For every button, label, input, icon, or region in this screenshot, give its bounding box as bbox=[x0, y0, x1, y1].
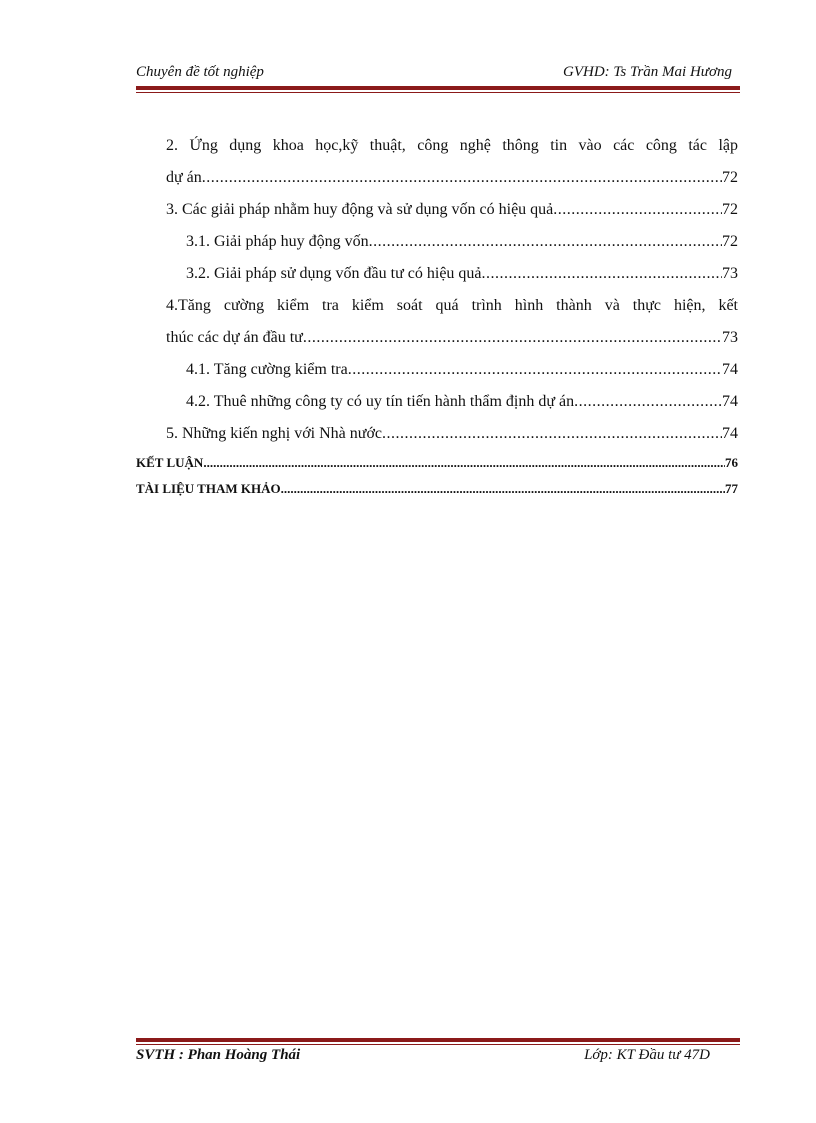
toc-page-number: 72 bbox=[722, 233, 738, 250]
toc-page-number: 76 bbox=[725, 455, 738, 470]
leader-dots bbox=[202, 162, 722, 194]
toc-entry-text: TÀI LIỆU THAM KHẢO bbox=[136, 481, 281, 496]
page-header bbox=[136, 64, 740, 86]
toc-entry-3-2[interactable] bbox=[136, 258, 738, 290]
toc-entry-text: 5. Những kiến nghị với Nhà nước bbox=[166, 425, 383, 442]
toc-entry-4[interactable] bbox=[136, 290, 738, 354]
toc-entry-text: dự án bbox=[166, 169, 202, 186]
toc-page-number: 74 bbox=[722, 361, 738, 378]
header-title: Chuyên đề tốt nghiệp bbox=[136, 64, 264, 80]
toc-entry-text: 2. Ứng dụng khoa học,kỹ thuật, công nghệ thông tin vào các công tác lập bbox=[166, 137, 738, 154]
leader-dots bbox=[382, 418, 722, 450]
header-supervisor: GVHD: Ts Trần Mai Hương bbox=[563, 64, 732, 80]
leader-dots bbox=[348, 354, 722, 386]
table-of-contents bbox=[136, 130, 738, 502]
toc-entry-3[interactable] bbox=[136, 194, 738, 226]
toc-entry-text: 4.Tăng cường kiểm tra kiểm soát quá trình hình thành và thực hiện, kết bbox=[166, 297, 738, 314]
toc-entry-references[interactable] bbox=[136, 476, 738, 502]
toc-entry-text: 3.1. Giải pháp huy động vốn bbox=[186, 233, 369, 250]
header-rule bbox=[136, 86, 740, 93]
footer-rule bbox=[136, 1038, 740, 1045]
footer-class: Lớp: KT Đầu tư 47D bbox=[584, 1047, 710, 1063]
toc-entry-text: 3. Các giải pháp nhằm huy động và sử dụng vốn có hiệu quả bbox=[166, 201, 554, 218]
toc-entry-text: 4.2. Thuê những công ty có uy tín tiến hành thẩm định dự án bbox=[186, 393, 575, 410]
toc-page-number: 74 bbox=[722, 425, 738, 442]
page-footer bbox=[136, 1047, 740, 1069]
leader-dots bbox=[203, 450, 725, 476]
toc-page-number: 77 bbox=[725, 481, 738, 496]
toc-entry-5[interactable] bbox=[136, 418, 738, 450]
toc-page-number: 72 bbox=[722, 169, 738, 186]
toc-page-number: 73 bbox=[722, 265, 738, 282]
toc-entry-text: 3.2. Giải pháp sử dụng vốn đầu tư có hiệu quả bbox=[186, 265, 482, 282]
toc-page-number: 72 bbox=[722, 201, 738, 218]
toc-entry-conclusion[interactable] bbox=[136, 450, 738, 476]
toc-entry-2[interactable] bbox=[136, 130, 738, 194]
toc-entry-4-2[interactable] bbox=[136, 386, 738, 418]
toc-page-number: 74 bbox=[722, 393, 738, 410]
toc-page-number: 73 bbox=[722, 329, 738, 346]
leader-dots bbox=[303, 322, 722, 354]
leader-dots bbox=[553, 194, 722, 226]
footer-student: SVTH : Phan Hoàng Thái bbox=[136, 1047, 301, 1063]
toc-entry-text: KẾT LUẬN bbox=[136, 455, 204, 470]
leader-dots bbox=[482, 258, 722, 290]
leader-dots bbox=[369, 226, 722, 258]
toc-entry-text: thúc các dự án đầu tư bbox=[166, 329, 303, 346]
toc-entry-text: 4.1. Tăng cường kiểm tra bbox=[186, 361, 348, 378]
leader-dots bbox=[281, 476, 725, 502]
leader-dots bbox=[574, 386, 722, 418]
toc-entry-4-1[interactable] bbox=[136, 354, 738, 386]
toc-entry-3-1[interactable] bbox=[136, 226, 738, 258]
